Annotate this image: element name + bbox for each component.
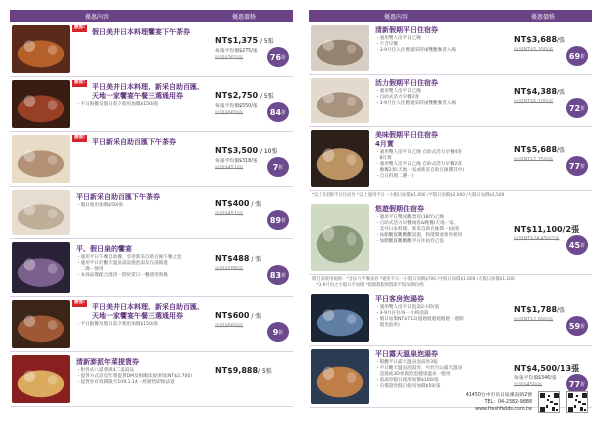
price-unit: / 張 (249, 256, 262, 263)
coupon-price (215, 254, 261, 263)
coupon-detail-line: 美井日本料理、新采自助百匯擇一)兩客 (375, 227, 460, 232)
coupon-detail-line: ・自助式活力早餐2客 (375, 95, 420, 100)
coupon-detail-line: ・假日使用加價$50/張 (76, 203, 124, 208)
left-column (10, 10, 293, 407)
discount-unit: 折 (580, 163, 586, 170)
coupon-item (309, 75, 592, 127)
coupon-detail-line: ・假日加價NT$712(週週週週週週週一週期 (375, 317, 464, 322)
left-header-content: 優惠內容 (85, 13, 110, 21)
coupon-price (215, 146, 278, 155)
recommend-badge: 激推! (74, 300, 86, 305)
qr-code-icon (566, 391, 588, 413)
coupon-title-line: 平日新采自助百匯下午茶券 (92, 138, 176, 146)
coupon-price (514, 363, 579, 374)
price-unit: /張 (557, 147, 566, 154)
discount-badge (566, 316, 588, 336)
original-price: 原價$363/張 (215, 56, 244, 61)
coupon-price (215, 199, 261, 208)
coupon-title (375, 26, 546, 35)
coupon-detail-line: ・適用平日午餐自助餐、享用新采自助百匯午餐之套 (76, 255, 182, 260)
recommend-badge: 激推! (74, 135, 86, 140)
coupon-title-line: 平日客房泡湯券 (375, 295, 424, 303)
coupon-detail-line: ・泳館觀賞觀觀觀設施，和澄間流會券使用 (375, 233, 463, 238)
original-price: 原價NT$6,100/張 (514, 100, 554, 105)
coupon-price (514, 35, 565, 44)
coupon-title-line: 平日新采自助百匯下午茶券 (76, 193, 160, 201)
left-header-price: 優惠價格 (232, 13, 257, 21)
original-price: 原價$450/張 (514, 383, 543, 388)
footer-url[interactable]: www.freshfields.com.tw (475, 407, 532, 412)
coupon-price (215, 366, 272, 375)
discount-badge (267, 265, 289, 285)
coupon-item (10, 352, 293, 407)
price-unit: /張 (557, 89, 566, 96)
coupon-detail-line: ・有價證券假日使用加價$50/張 (375, 384, 441, 389)
average-price: 每張平均價$275/張 (215, 49, 258, 54)
coupon-price (514, 224, 579, 235)
discount-badge (267, 102, 289, 122)
product-photo (311, 78, 369, 123)
footer-phone: TEL：04-2382-9888 (484, 400, 532, 405)
discount-value: 59 (568, 321, 581, 331)
discount-badge (267, 157, 289, 177)
average-price: 每張平均價$346/張 (514, 376, 557, 381)
discount-unit: 折 (580, 242, 586, 249)
discount-value: 83 (269, 270, 282, 280)
product-photo (12, 80, 70, 128)
coupon-details (375, 36, 515, 54)
discount-value: 89 (269, 215, 282, 225)
price-unit: /張 (557, 37, 566, 44)
coupon-detail-line: ・適用雙人房平日乙晚 (375, 36, 421, 41)
footnote (309, 275, 592, 291)
qr-code-icon (538, 391, 560, 413)
coupon-title-line: 4月實 (375, 140, 394, 148)
coupon-item (10, 297, 293, 352)
product-photo (12, 25, 70, 73)
coupon-title-line: 悠遊假期住宿券 (375, 205, 424, 213)
discount-unit: 折 (580, 381, 586, 388)
discount-value: 7 (272, 162, 279, 172)
discount-badge (566, 235, 588, 255)
price-value: NT$9,888 (215, 366, 259, 375)
discount-value: 45 (568, 240, 581, 250)
coupon-price (514, 145, 565, 154)
original-price: 原價NT$2,990/張 (514, 318, 554, 323)
coupon-detail-line: ・前湯券假日使用加價$100/張 (375, 378, 439, 383)
product-photo (12, 355, 70, 403)
price-value: NT$4,388 (514, 87, 558, 96)
footnote: *以上5項限平日住宿券 *以上適用平日一小假日加價$1,000 /平假日加價$2,000 /大假日加價$2,500 (309, 191, 592, 201)
coupon-detail-line: ・3-9月任住每一小時泡湯 (375, 311, 429, 316)
discount-badge (566, 46, 588, 66)
coupon-price (514, 87, 565, 96)
price-unit: / 5張 (258, 38, 274, 45)
coupon-detail-line: ・適用雙人房平日乙晚 (375, 89, 421, 94)
coupon-title-line: 平、假日泉的饗宴 (76, 245, 132, 253)
discount-value: 77 (568, 161, 581, 171)
price-value: NT$5,688 (514, 145, 558, 154)
price-value: NT$400 (215, 199, 250, 208)
price-unit: / 5張 (258, 368, 272, 375)
coupon-title-line: 清新假期平日住宿券 (375, 26, 438, 34)
coupon-detail-line: 設施或3D亮與泡泡健康溫泉一使用 (375, 372, 451, 377)
price-value: NT$1,788 (514, 305, 558, 314)
coupon-item (10, 22, 293, 77)
coupon-item (309, 127, 592, 191)
discount-value: 69 (568, 51, 581, 61)
original-price: 原價$451/張 (215, 166, 244, 171)
discount-unit: 折 (580, 323, 586, 330)
coupon-details (76, 203, 216, 209)
right-table-header (309, 10, 592, 22)
price-value: NT$600 (215, 311, 250, 320)
coupon-title-line: 美味假期平日住宿券 (375, 131, 438, 139)
coupon-title-line: 天地一家饗宴午餐三選通用券 (92, 312, 183, 320)
coupon-detail-line: ・提貨券有效期限至109.1.14一經銷售即無法退 (76, 380, 175, 385)
product-photo (311, 294, 369, 342)
coupon-details (375, 305, 515, 329)
coupon-detail-line: ・不含早餐 (375, 42, 398, 47)
average-price: 每張平均價$550/張 (215, 104, 258, 109)
price-unit: / 張 (249, 313, 262, 320)
coupon-title-line: 活力假期平日住宿券 (375, 79, 438, 87)
discount-unit: 折 (281, 54, 287, 61)
coupon-detail-line: 8月實 (375, 156, 392, 161)
coupon-title (76, 245, 247, 254)
coupon-item (309, 291, 592, 346)
footnote-line: *3-9月份之小假日平加價 *假館假假與假節平假加價份例 (312, 283, 424, 288)
average-price: 每張平均價$318/張 (215, 159, 258, 164)
recommend-badge: 激推! (74, 25, 86, 30)
coupon-detail-line: ・平日限餐及假日前夕使用加價$150/張 (76, 322, 159, 327)
coupon-item (309, 201, 592, 275)
recommend-badge: 激推! (74, 80, 86, 85)
coupon-item (10, 77, 293, 132)
right-header-content: 優惠內容 (384, 13, 409, 21)
coupon-detail-line: ・適用雙人房平日乙晚 自助式活力早餐2客 (375, 162, 463, 167)
price-value: NT$2,750 (215, 91, 259, 100)
discount-badge (267, 47, 289, 67)
footnote-line: 價目表使用規則：*含法力平餐表券 *適用平日一小假日加價$700 /中假日加價$1,600 /大假日加價$1,100 (312, 277, 515, 282)
product-photo (311, 130, 369, 187)
discount-badge (566, 156, 588, 176)
left-table-header (10, 10, 293, 22)
coupon-detail-line: ・平日觀天溫泉泡湯券，可於台山露天溫泉 (375, 366, 463, 371)
price-value: NT$1,375 (215, 36, 259, 45)
coupon-details (76, 368, 216, 386)
coupon-item (10, 187, 293, 239)
coupon-price (215, 311, 261, 320)
coupon-detail-line: ・適用雙人房平日乙晚 自助式活力早餐4客 (375, 150, 463, 155)
coupon-detail-line: ・3-9月任入住暨適采時兩雙觀餐者入場 (375, 48, 457, 53)
coupon-details (375, 215, 515, 245)
coupon-price (215, 36, 274, 45)
coupon-detail-line: ・自助式活力早餐兩客&晚餐(天地一家、 (375, 221, 459, 226)
coupon-detail-line: ・3-9月任入住暨適采時兩雙觀餐者入場 (375, 101, 457, 106)
discount-unit: 折 (278, 164, 284, 171)
price-unit: / 5張 (258, 93, 274, 100)
coupon-detail-line: ・自日料理二選一) (375, 174, 414, 179)
coupon-detail-line: 現金前券) (375, 323, 400, 328)
original-price: 原價NT$24,450/2張 (514, 237, 560, 242)
product-photo (311, 204, 369, 271)
coupon-title-line: 假日美井日本料理饗宴下午茶券 (92, 28, 190, 36)
discount-value: 76 (269, 52, 282, 62)
product-photo (12, 190, 70, 235)
right-header-price: 優惠價格 (531, 13, 556, 21)
coupon-detail-line: ・本商品僅配合澄清一間於當日一餐使用與換 (76, 273, 168, 278)
product-photo (12, 135, 70, 183)
coupon-details (375, 89, 515, 107)
product-photo (311, 25, 369, 71)
original-price: 原價NT$5,300/張 (514, 48, 554, 53)
discount-value: 72 (568, 103, 581, 113)
price-value: NT$4,500/13張 (514, 364, 580, 373)
coupon-detail-line: ・提貨方式詳見年菜提貨DM及相關法規須知(NT$2,700) (76, 374, 193, 379)
coupon-item (10, 239, 293, 297)
coupon-title-line: 清新澎派年菜提貨券 (76, 358, 139, 366)
price-unit: / 10張 (258, 148, 278, 155)
original-price: 原價$451/張 (215, 212, 244, 217)
footer-contact (372, 392, 532, 413)
price-unit: /張 (557, 307, 566, 314)
discount-unit: 折 (281, 272, 287, 279)
price-value: NT$3,500 (215, 146, 259, 155)
coupon-title-line: 平日美井日本料理、新采自助百匯、 (92, 83, 204, 91)
discount-value: 84 (269, 107, 282, 117)
price-value: NT$488 (215, 254, 250, 263)
coupon-title (375, 295, 546, 304)
coupon-title (375, 205, 546, 214)
coupon-details (375, 360, 515, 390)
coupon-detail-line: ・平日限餐及假日前夕使用加價$150/張 (76, 102, 159, 107)
discount-unit: 折 (281, 109, 287, 116)
coupon-title (375, 350, 546, 359)
discount-badge (267, 210, 289, 230)
coupon-price (215, 91, 274, 100)
coupon-item (10, 132, 293, 187)
product-photo (12, 242, 70, 293)
discount-unit: 折 (281, 217, 287, 224)
discount-badge (267, 322, 289, 342)
coupon-detail-line: ・限觀平日露天溫泉泡湯券3張 (375, 360, 438, 365)
coupon-title-line: 平日美井日本料理、新采自助百匯、 (92, 303, 204, 311)
original-price: 原價$660/張 (215, 324, 244, 329)
coupon-detail-line: ・附各式八道菜與4二道湯品 (76, 368, 135, 373)
original-price: 原價NT$7,350/張 (514, 158, 554, 163)
right-column (309, 10, 592, 408)
original-price: 原價$660/張 (215, 111, 244, 116)
product-photo (12, 300, 70, 348)
coupon-price (514, 305, 565, 314)
coupon-details (76, 102, 216, 108)
discount-unit: 折 (580, 105, 586, 112)
original-price: 原價$588/張 (215, 267, 244, 272)
coupon-title-line: 平日露天溫泉泡湯券 (375, 350, 438, 358)
product-photo (311, 349, 369, 404)
discount-value: 9 (272, 327, 279, 337)
coupon-detail-line: 二擇一使用 (76, 267, 104, 272)
coupon-item (309, 22, 592, 75)
coupon-title-line: 天地一家饗宴午餐三選通用券 (92, 92, 183, 100)
price-value: NT$3,688 (514, 35, 558, 44)
coupon-detail-line: ・適用雙人房平日泡湯2小時/張 (375, 305, 440, 310)
discount-unit: 折 (278, 329, 284, 336)
discount-unit: 折 (580, 53, 586, 60)
coupon-details (375, 150, 515, 180)
coupon-details (76, 255, 216, 279)
discount-value: 77 (568, 379, 581, 389)
footer-address: 41450台中市烏日區溪南路2號 (465, 393, 532, 398)
coupon-details (76, 322, 216, 328)
price-value: NT$11,100/2張 (514, 225, 580, 234)
coupon-detail-line: ・適用平日於觀天溫泉湯設施泡湯及在湯館進 (76, 261, 168, 266)
coupon-detail-line: 晚餐2客(天地一家或新采自助百匯選其中) (375, 168, 465, 173)
discount-badge (566, 98, 588, 118)
coupon-detail-line: ・適用平日雙床觀景房(18坪)乙晚 (375, 215, 445, 220)
coupon-detail-line: ・加贈觀賞觀觀觀平日住宿券乙張 (375, 239, 444, 244)
price-unit: / 張 (249, 201, 262, 208)
